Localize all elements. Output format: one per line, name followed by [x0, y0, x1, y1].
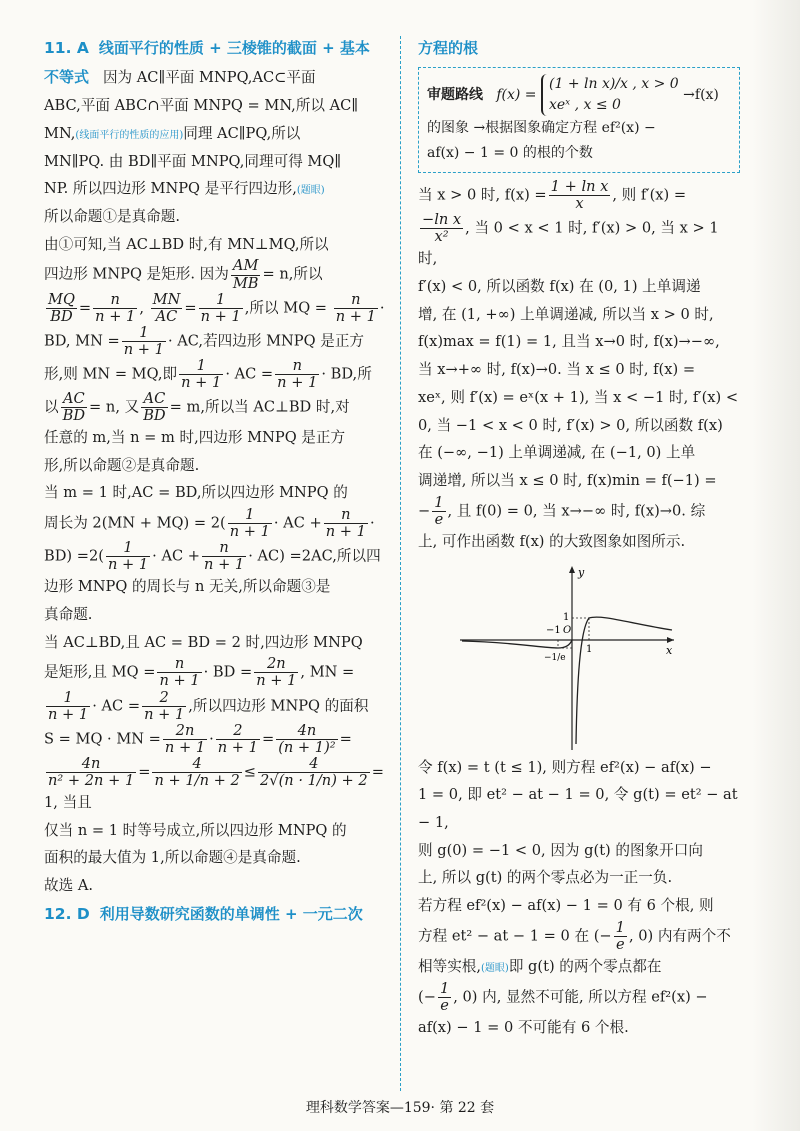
text-line: 任意的 m,当 n = m 时,四边形 MNPQ 是正方: [44, 428, 346, 446]
annotation-note: (题眼): [296, 185, 325, 197]
tick-x-1: 1: [586, 643, 593, 655]
formula-line: 方程 et² − at − 1 = 0 在 (− $\frac{1}{e}$ , 0) 内有两个不: [418, 918, 731, 953]
formula-line: $\frac{\text{−ln x}}{\text{x²}}$ , 当 0 < x < 1 时, f′(x) > 0, 当 x > 1 时,: [418, 211, 719, 268]
text-line: 当 m = 1 时,AC = BD,所以四边形 MNPQ 的: [44, 484, 348, 502]
text-line: 增, 在 (1, +∞) 上单调递减, 所以当 x > 0 时,: [418, 305, 714, 323]
text-line: NP. 所以四边形 MNPQ 是平行四边形,: [44, 180, 297, 198]
text-line: MN∥PQ. 由 BD∥平面 MNPQ,同理可得 MQ∥: [44, 152, 342, 170]
q12-number: 12. D: [44, 904, 90, 923]
box-fx: f(x) =: [496, 86, 537, 103]
x-label: x: [666, 643, 673, 657]
formula-line: 以 $\frac{AC}{BD}$ = n, 又 $\frac{AC}{BD}$ = m,所以当 AC⊥BD 时,对: [44, 389, 350, 424]
formula-line: (− $\frac{1}{e}$ , 0) 内, 显然不可能, 所以方程 ef²(x) −: [418, 979, 708, 1014]
text-line: 因为 AC∥平面 MNPQ,AC⊂平面: [102, 69, 316, 87]
formula-line: $\frac{4n}{\text{n² + 2n + 1}}$ = $\frac{4}{n + 1/n + 2}$ ≤ $\frac{4}{2√(n \cdot 1/n) + 2}$ = 1, 当且: [44, 754, 384, 811]
text-line: 若方程 ef²(x) − af(x) − 1 = 0 有 6 个根, 则: [418, 897, 714, 915]
y-axis-arrow: [569, 566, 575, 573]
annotation-note: (线面平行的性质的应用): [75, 129, 184, 141]
page-footer: 理科数学答案—159· 第 22 套: [305, 1100, 495, 1116]
origin-label: O: [563, 624, 572, 636]
box-line: 的图象 →根据图象确定方程 ef²(x) −: [427, 119, 656, 136]
box-line: af(x) − 1 = 0 的根的个数: [427, 144, 593, 161]
box-arrow: →f(x): [683, 86, 719, 103]
box-title: 审题路线: [427, 86, 483, 103]
q11-number: 11. A: [44, 39, 89, 57]
formula-line: 形,则 MN = MQ,即 $\frac{1}{n + 1}$ · AC = $\frac{n}{n + 1}$ · BD,所: [44, 356, 372, 391]
text-line: 1 = 0, 即 et² − at − 1 = 0, 令 g(t) = et² − at − 1,: [418, 786, 738, 831]
text-line: 面积的最大值为 1,所以命题④是真命题.: [44, 849, 301, 867]
q11-topic: 线面平行的性质 + 三棱锥的截面 + 基本: [98, 39, 370, 57]
text-line: 则 g(0) = −1 < 0, 因为 g(t) 的图象开口向: [418, 841, 703, 859]
text-line: 仅当 n = 1 时等号成立,所以四边形 MNPQ 的: [44, 821, 347, 839]
text-line: f(x)max = f(1) = 1, 且当 x→0 时, f(x)→−∞,: [418, 333, 720, 351]
text-line: 0, 当 −1 < x < 0 时, f′(x) > 0, 所以函数 f(x): [418, 416, 723, 434]
formula-line: 周长为 2(MN + MQ) = 2( $\frac{1}{n + 1}$ · AC + $\frac{n}{n + 1}$ ·: [44, 506, 375, 541]
text-line: 在 (−∞, −1) 上单调递减, 在 (−1, 0) 上单: [418, 444, 696, 462]
formula-line: BD) =2( $\frac{1}{n + 1}$ · AC + $\frac{n}{n + 1}$ · AC) =2AC,所以四: [44, 539, 381, 574]
formula-line: 是矩形,且 MQ = $\frac{n}{n + 1}$ · BD = $\frac{2n}{n + 1}$ , MN =: [44, 655, 355, 690]
tick-y-minus-1-over-e: −1/e: [544, 652, 566, 663]
text-line: 边形 MNPQ 的周长与 n 无关,所以命题③是: [44, 578, 331, 596]
annotation-note: (题眼): [481, 962, 509, 974]
text-line: 上, 可作出函数 f(x) 的大致图象如图所示.: [418, 532, 686, 550]
text-line: = n,所以: [262, 266, 323, 284]
text-line: 当 x→+∞ 时, f(x)→0. 当 x ≤ 0 时, f(x) =: [418, 361, 696, 379]
text-line: 上, 所以 g(t) 的两个零点必为一正一负.: [418, 869, 673, 887]
formula-line: $\frac{1}{n + 1}$ · AC = $\frac{2}{n + 1}$ ,所以四边形 MNPQ 的面积: [48, 688, 369, 723]
text-line: ABC,平面 ABC∩平面 MNPQ = MN,所以 AC∥: [44, 97, 359, 115]
text-line: 当 AC⊥BD,且 AC = BD = 2 时,四边形 MNPQ: [44, 633, 363, 651]
text-line: 即 g(t) 的两个零点都在: [508, 957, 662, 975]
text-line: 四边形 MNPQ 是矩形. 因为: [44, 266, 229, 284]
formula-line: BD, MN = $\frac{1}{n + 1}$ · AC,若四边形 MNPQ 是正方: [44, 323, 365, 358]
text-line: 故选 A.: [44, 876, 94, 894]
function-graph: [452, 562, 682, 752]
q12-topic-cont: 方程的根: [418, 39, 479, 57]
curve-right: [576, 617, 672, 744]
analysis-box: [418, 67, 740, 173]
piecewise-function: (1 + ln x)/x , x > 0 xeˣ , x ≤ 0: [541, 74, 679, 116]
formula-line: − $\frac{1}{e}$ , 且 f(0) = 0, 当 x→−∞ 时, f(x)→0. 综: [418, 493, 706, 528]
right-column: [418, 34, 740, 1042]
text-line: 调递增, 所以当 x ≤ 0 时, f(x)min = f(−1) =: [418, 472, 717, 490]
formula-line: S = MQ · MN = $\frac{2n}{n + 1}$ · $\frac{2}{n + 1}$ = $\frac{4n}{\text{(n + 1)²}}$ =: [44, 721, 352, 756]
curve-left: [462, 640, 572, 648]
text-line: 所以命题①是真命题.: [44, 208, 180, 226]
formula-line: 当 x > 0 时, f(x) = $\frac{\text{1 + ln x}}{x}$ , 则 f′(x) =: [418, 178, 687, 213]
tick-y-1: 1: [563, 611, 570, 623]
text-line: 令 f(x) = t (t ≤ 1), 则方程 ef²(x) − af(x) −: [418, 758, 712, 776]
text-line: f′(x) < 0, 所以函数 f(x) 在 (0, 1) 上单调递: [418, 278, 701, 295]
x-axis-arrow: [667, 637, 674, 643]
text-line: af(x) − 1 = 0 不可能有 6 个根.: [418, 1018, 629, 1036]
text-line: 真命题.: [44, 606, 93, 623]
y-label: y: [578, 565, 585, 579]
text-line: 同理 AC∥PQ,所以: [183, 124, 301, 142]
text-line: xeˣ, 则 f′(x) = eˣ(x + 1), 当 x < −1 时, f′(x) <: [418, 388, 739, 406]
left-column: [44, 34, 387, 929]
tick-x-minus1: −1: [546, 624, 561, 636]
page-edge-shadow: [752, 0, 800, 1131]
fraction: $\frac{AM}{MB}$: [232, 257, 259, 292]
q11-topic-cont: 不等式: [44, 68, 90, 87]
column-divider: [400, 36, 401, 1091]
text-line: 相等实根,: [418, 957, 482, 975]
text-line: MN,: [44, 124, 76, 142]
text-line: 由①可知,当 AC⊥BD 时,有 MN⊥MQ,所以: [44, 235, 329, 253]
q12-topic: 利用导数研究函数的单调性 + 一元二次: [99, 904, 363, 923]
text-line: 形,所以命题②是真命题.: [44, 456, 200, 474]
formula-line: $\frac{MQ}{BD}$ = $\frac{n}{n + 1}$ , $\frac{MN}{AC}$ = $\frac{1}{n + 1}$ ,所以 MQ = $\frac{n}{n + 1}$ ·: [48, 290, 385, 325]
